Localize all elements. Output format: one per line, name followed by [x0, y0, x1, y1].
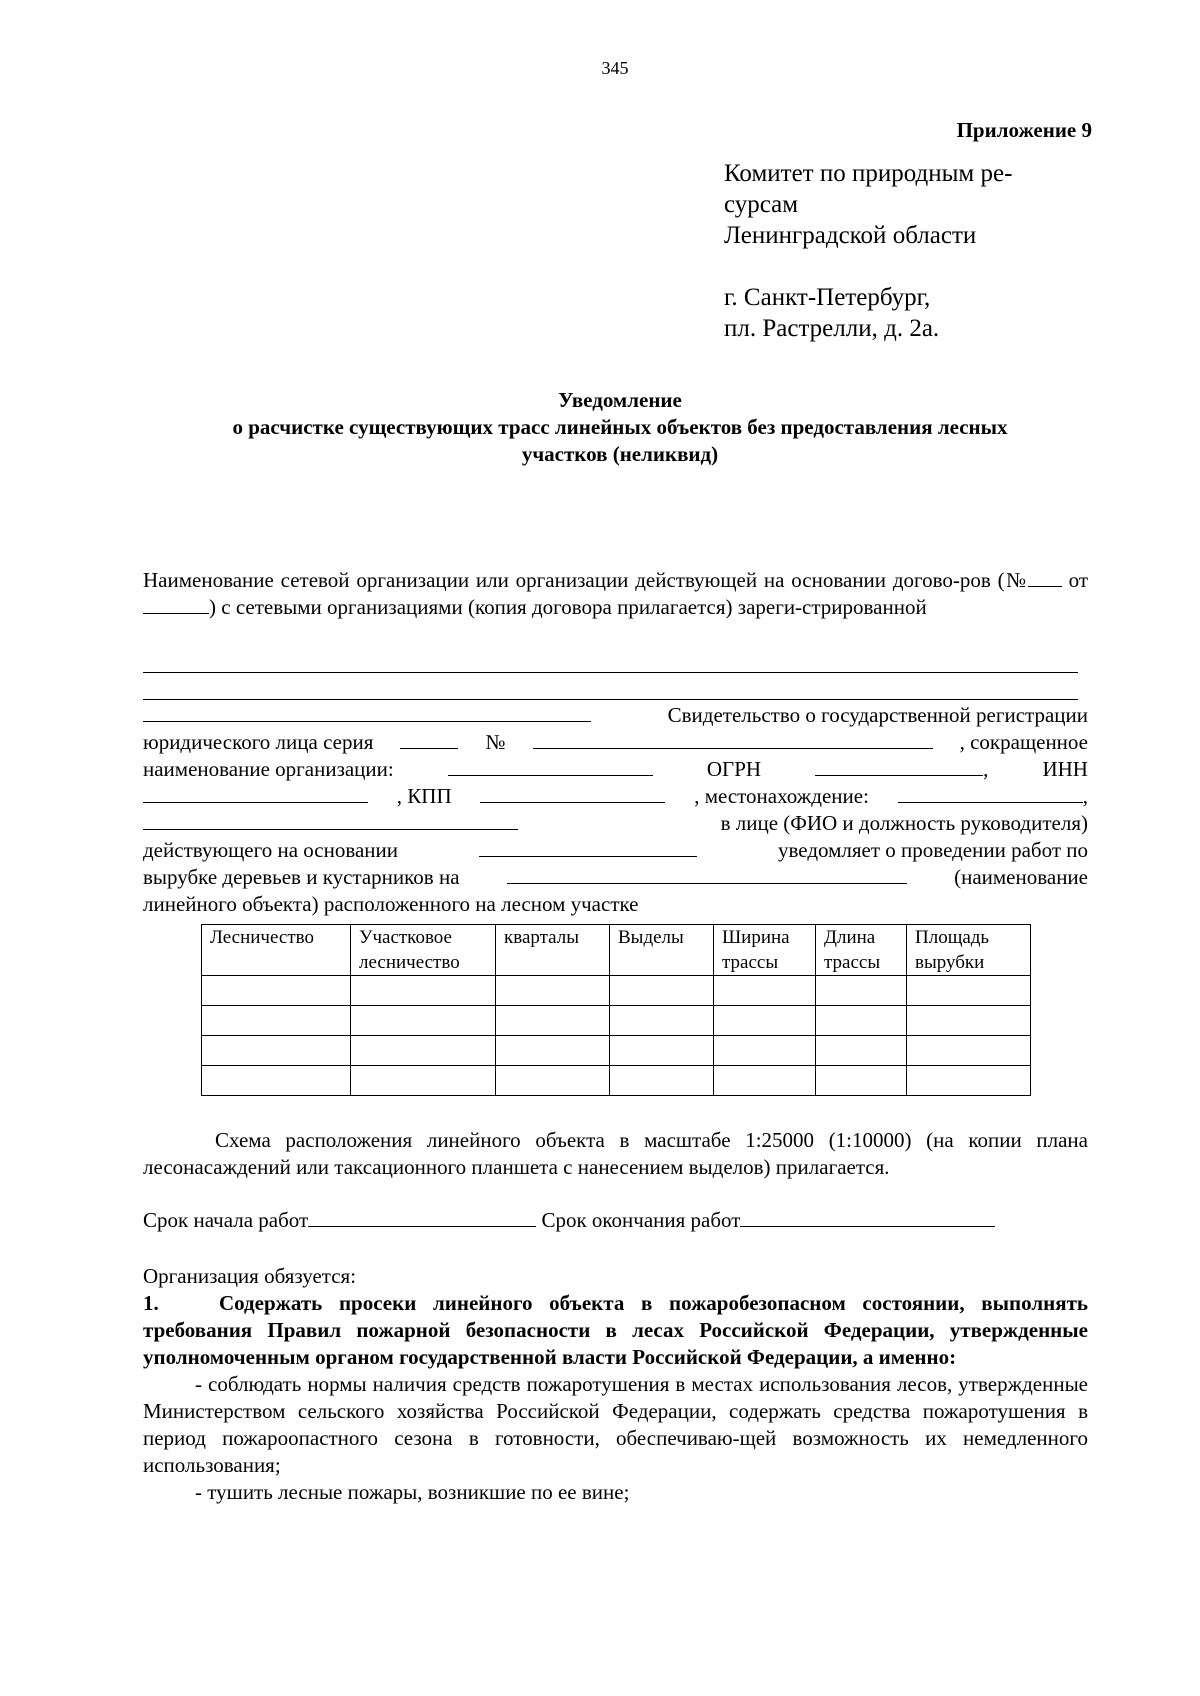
- scheme-paragraph: Схема расположения линейного объекта в масштабе 1:25000 (1:10000) (на копии плана лесонасаждений или таксационного планшета с нанесением выделов) прилагается.: [143, 1128, 1088, 1179]
- short-name-label: , сокращенное: [959, 730, 1088, 754]
- felling-label: вырубке деревьев и кустарников на: [143, 865, 460, 889]
- inn-label: ИНН: [1042, 757, 1088, 781]
- header-district-forestry: Участковое лесничество: [351, 925, 496, 976]
- object-name-field[interactable]: [507, 865, 907, 884]
- acting-label: действующего на основании: [143, 838, 399, 862]
- page-number: 345: [601, 58, 629, 78]
- start-date-label: Срок начала работ: [143, 1208, 309, 1232]
- forest-plot-table: [201, 924, 1031, 1096]
- series-field[interactable]: [400, 730, 458, 749]
- org-name-label: наименование организации:: [143, 757, 394, 781]
- addressee-block: [724, 158, 1084, 344]
- kpp-label: , КПП: [396, 784, 452, 808]
- number-label: №: [485, 730, 506, 754]
- comma: ,: [1082, 784, 1088, 808]
- certificate-label: Свидетельство о государственной регистрации: [667, 703, 1088, 727]
- located-label: линейного объекта) расположенного на лесном участке: [143, 892, 639, 916]
- in-person-label: в лице (ФИО и должность руководителя): [720, 811, 1088, 835]
- kpp-field[interactable]: [480, 784, 665, 803]
- series-label: юридического лица серия: [143, 730, 374, 754]
- header-forestry: Лесничество: [202, 925, 351, 976]
- start-date-field[interactable]: [308, 1208, 536, 1227]
- location-field[interactable]: [898, 784, 1083, 803]
- obligations-intro: Организация обязуется:: [143, 1264, 357, 1288]
- blank-line[interactable]: [143, 699, 1078, 700]
- basis-field[interactable]: [479, 838, 697, 857]
- notifies-label: уведомляет о проведении работ по: [778, 838, 1088, 862]
- ogrn-label: ОГРН: [706, 757, 762, 781]
- inn-field[interactable]: [143, 784, 368, 803]
- contract-date-field[interactable]: [143, 595, 209, 614]
- registration-form: [143, 702, 1088, 918]
- title-line: Уведомление: [558, 388, 682, 412]
- header-route-length: Длина трассы: [816, 925, 907, 976]
- header-quarters: кварталы: [496, 925, 610, 976]
- org-text-c: ) с сетевыми организациями (копия договора прилагается) зареги-стрированной: [209, 595, 927, 619]
- obligation-bullet: - тушить лесные пожары, возникшие по ее вине;: [195, 1480, 630, 1504]
- naming-label: (наименование: [954, 865, 1088, 889]
- obligation-text: Содержать просеки линейного объекта в пожаробезопасном состоянии, выполнять требования Правил пожарной безопасности в лесах Российской Федерации, утвержденные уполномоченным органом государственной власти Российской Федерации, а именно:: [143, 1291, 1088, 1369]
- end-date-field[interactable]: [740, 1208, 995, 1227]
- addressee-line: сурсам: [724, 191, 799, 218]
- table-row: [202, 976, 1031, 1006]
- header-felling-area: Площадь вырубки: [907, 925, 1031, 976]
- contract-number-field[interactable]: [1028, 568, 1062, 587]
- org-name-field[interactable]: [143, 703, 591, 722]
- addressee-line: Комитет по природным ре-: [724, 160, 1013, 187]
- work-dates: [143, 1207, 1088, 1234]
- blank-line[interactable]: [143, 672, 1078, 673]
- location-label: , местонахождение:: [694, 784, 869, 808]
- appendix-label: Приложение 9: [956, 118, 1092, 142]
- addressee-line: Ленинградской области: [724, 222, 977, 249]
- obligations-section: [143, 1263, 1088, 1506]
- title-line: о расчистке существующих трасс линейных объектов без предоставления лесных: [232, 415, 1008, 439]
- org-text-a: Наименование сетевой организации или организации действующей на основании догово-ров (№: [143, 568, 1028, 592]
- certificate-number-field[interactable]: [533, 730, 933, 749]
- title-line: участков (неликвид): [521, 442, 719, 466]
- obligation-bullet: - соблюдать нормы наличия средств пожаротушения в местах использования лесов, утвержденные Министерством сельского хозяйства Российской Федерации, содержать средства пожаротушения в период пожароопастного сезона в готовности, обеспечиваю-щей возможность их немедленного использования;: [143, 1372, 1088, 1477]
- table-row: [202, 1006, 1031, 1036]
- location-field-cont[interactable]: [143, 811, 518, 830]
- header-allotments: Выделы: [610, 925, 714, 976]
- end-date-label: Срок окончания работ: [541, 1208, 741, 1232]
- obligation-item-1: [143, 1290, 1088, 1371]
- document-title: [140, 387, 1100, 468]
- table-row: [202, 1036, 1031, 1066]
- organization-paragraph: [143, 567, 1088, 621]
- ogrn-field[interactable]: [815, 757, 983, 776]
- header-route-width: Ширина трассы: [714, 925, 816, 976]
- obligation-number: 1.: [143, 1291, 159, 1315]
- addressee-line: г. Санкт-Петербург,: [724, 284, 931, 311]
- addressee-line: пл. Растрелли, д. 2а.: [724, 315, 940, 342]
- org-text-b: от: [1068, 568, 1088, 592]
- table-row: [202, 1066, 1031, 1096]
- short-name-field[interactable]: [448, 757, 653, 776]
- comma: ,: [983, 757, 989, 781]
